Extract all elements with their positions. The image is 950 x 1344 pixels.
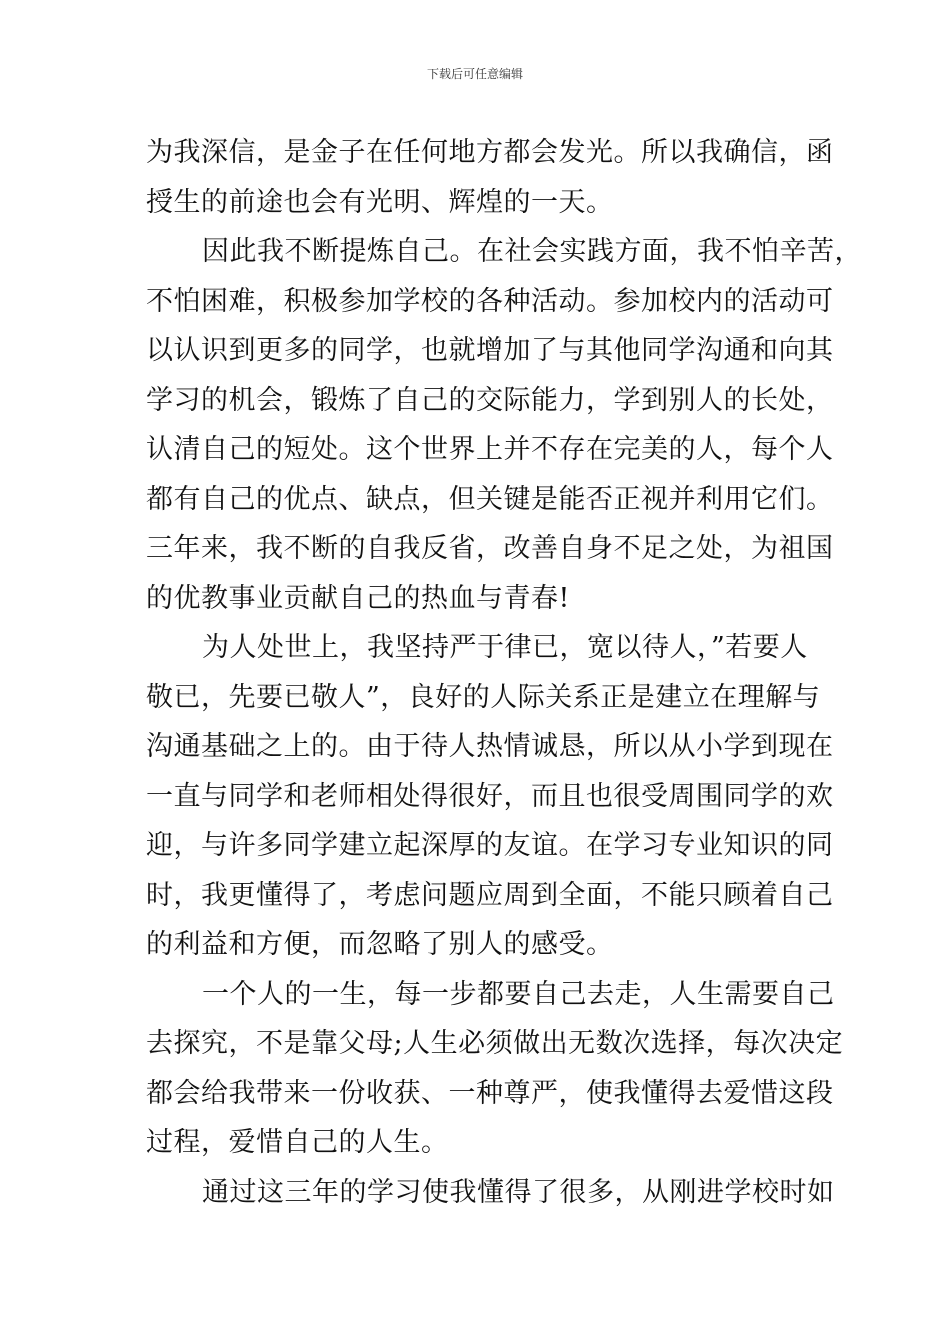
page-header: 下载后可任意编辑 [426, 67, 523, 81]
text-line: 过程，爱惜自己的人生。 [146, 1127, 449, 1158]
text-line: 三年来，我不断的自我反省，改善自身不足之处，为祖国 [146, 533, 834, 564]
text-line: 的利益和方便，而忽略了别人的感受。 [146, 929, 614, 960]
text-line: 不怕困难，积极参加学校的各种活动。参加校内的活动可 [146, 285, 834, 317]
text-line: 沟通基础之上的。由于待人热情诚恳，所以从小学到现在 [146, 731, 834, 762]
text-line: 敬已，先要已敬人”，良好的人际关系正是建立在理解与 [146, 681, 821, 713]
text-line: 都会给我带来一份收获、一种尊严，使我懂得去爱惜这段 [146, 1077, 834, 1109]
text-line: 认清自己的短处。这个世界上并不存在完美的人，每个人 [146, 434, 834, 465]
text-line: 授生的前途也会有光明、辉煌的一天。 [146, 186, 614, 218]
text-line: 的优教事业贡献自己的热血与青春! [146, 582, 570, 614]
text-line: 因此我不断提炼自己。在社会实践方面，我不怕辛苦， [202, 236, 862, 267]
text-line: 迎，与许多同学建立起深厚的友谊。在学习专业知识的同 [146, 830, 834, 861]
text-line: 去探究，不是靠父母;人生必须做出无数次选择，每次决定 [146, 1028, 844, 1059]
text-line: 都有自己的优点、缺点，但关键是能否正视并利用它们。 [146, 483, 834, 515]
text-line: 为人处世上，我坚持严于律已，宽以待人，”若要人 [202, 632, 808, 663]
text-line: 时，我更懂得了，考虑问题应周到全面，不能只顾着自己 [146, 879, 834, 911]
document-body [146, 128, 862, 1217]
text-line: 学习的机会，锻炼了自己的交际能力，学到别人的长处， [146, 384, 834, 416]
text-line: 通过这三年的学习使我懂得了很多，从刚进学校时如 [202, 1176, 835, 1208]
text-line: 一直与同学和老师相处得很好，而且也很受周围同学的欢 [146, 780, 834, 812]
text-line: 以认识到更多的同学，也就增加了与其他同学沟通和向其 [146, 335, 834, 366]
text-line: 一个人的一生，每一步都要自己去走，人生需要自己 [202, 978, 835, 1010]
text-line: 为我深信，是金子在任何地方都会发光。所以我确信，函 [146, 137, 834, 168]
